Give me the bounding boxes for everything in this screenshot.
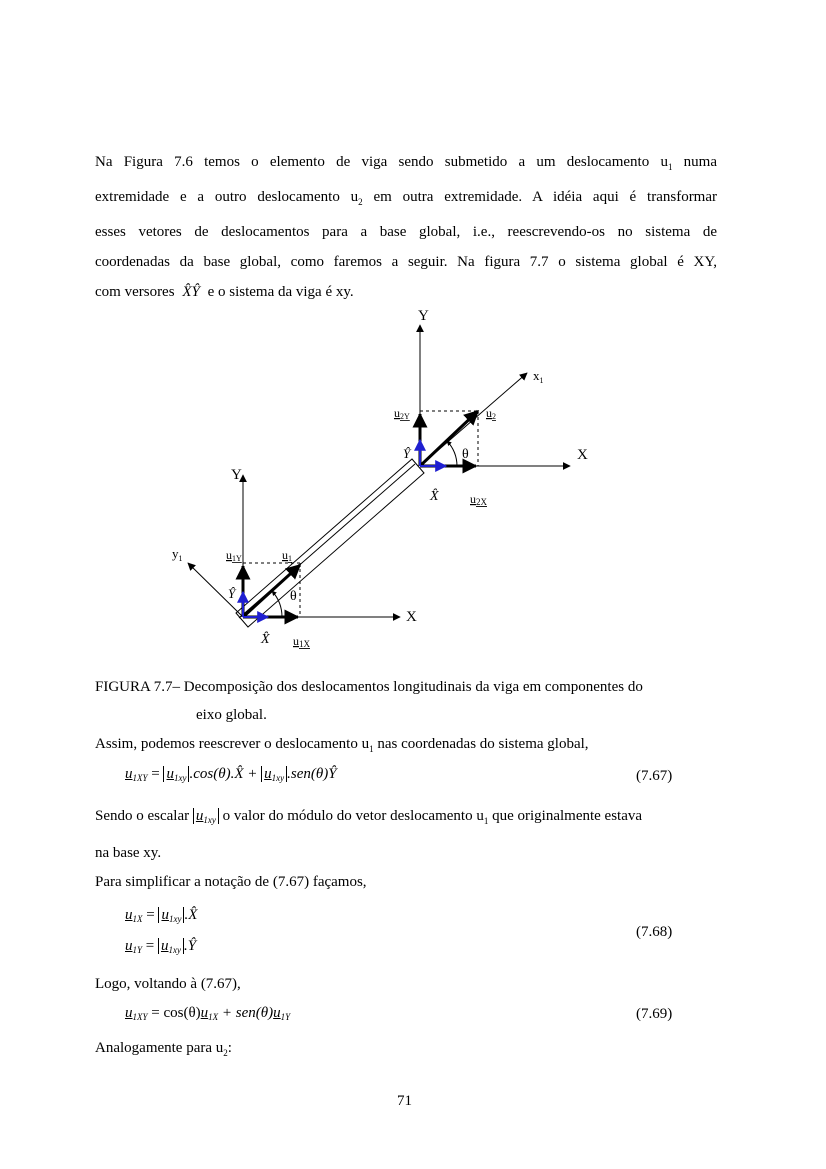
equation-7-67-number: (7.67) [636, 768, 673, 784]
label-yhat-bottom: Ŷ [228, 586, 236, 601]
figure-caption-line-2: eixo global. [196, 707, 267, 723]
u2-vector [420, 411, 478, 466]
beam-element [236, 459, 424, 627]
displacement-figure [150, 300, 620, 660]
label-theta-top: θ [462, 447, 469, 462]
equation-7-67: $u_{1XY} = u_{1xy}$ .cos(θ).X̂ + $u_{1xy}$ .sen(θ)Ŷ [125, 766, 337, 783]
scalar-text: Sendo o escalar $u_{1xy}$ o valor do módulo do vetor deslocamento $u_1$ que originalmente estava [95, 808, 643, 826]
scalar-text-line-2: na base xy. [95, 845, 162, 861]
equation-7-69-number: (7.69) [636, 1006, 673, 1022]
label-u1x: u1X [293, 634, 310, 649]
label-xhat-bottom: X̂ [261, 632, 270, 647]
page-number: 71 [397, 1093, 412, 1109]
intro-line-4: coordenadas da base global, como faremos a seguir. Na figura 7.7 o sistema global é XY, [95, 254, 717, 270]
equation-7-68-row-2: $u_{1Y} = u_{1xy}$ .Ŷ [125, 938, 197, 955]
label-Y-top: Y [418, 308, 429, 324]
intro-line-2: extremidade e a outro deslocamento $u_2$ em outra extremidade. A idéia aqui é transformar [95, 189, 718, 207]
equation-7-69: $u_{1XY} = \cos(\theta)u_{1X} + sen(\theta)u_{1Y}$ [125, 1005, 291, 1022]
label-u2Y: u2Y [394, 406, 410, 421]
label-X-right: X [577, 447, 588, 463]
bottom-theta-arc [272, 591, 282, 617]
simplify-text: Para simplificar a notação de (7.67) façamos, [95, 874, 367, 890]
intro-line-3: esses vetores de deslocamentos para a base global, i.e., reescrevendo-os no sistema de [95, 224, 717, 240]
label-X-bottom: X [406, 609, 417, 625]
analog-text: Analogamente para $u_2$: [95, 1040, 232, 1058]
label-u2: u2 [486, 406, 496, 421]
intro-paragraph [95, 147, 717, 307]
label-u1: u1 [282, 548, 292, 563]
intro-line-1: Na Figura 7.6 temos o elemento de viga sendo submetido a um deslocamento $u_1$ numa [95, 154, 718, 172]
label-yhat-top: Ŷ [403, 446, 411, 461]
intro-line-5: com versores X̂Ŷ e o sistema da viga é xy. [95, 284, 354, 300]
rewrite-text: Assim, podemos reescrever o deslocamento $u_1$ nas coordenadas do sistema global, [95, 736, 589, 754]
label-theta-bottom: θ [290, 589, 297, 604]
label-u2x: u2X [470, 492, 487, 507]
equation-7-68-number: (7.68) [636, 924, 673, 940]
equation-7-68-row-1: $u_{1X} = u_{1xy}$ .X̂ [125, 907, 198, 924]
label-Y-left: Y [231, 467, 242, 483]
label-x1: $x_1$ [533, 368, 544, 385]
figure-caption-line-1: FIGURA 7.7– Decomposição dos deslocamentos longitudinais da viga em componentes do [95, 679, 643, 695]
label-y1: $y_1$ [172, 546, 183, 563]
top-theta-arc [447, 441, 457, 466]
label-xhat-top: X̂ [430, 489, 439, 504]
logo-text: Logo, voltando à (7.67), [95, 976, 241, 992]
label-u1Y: u1Y [226, 548, 242, 563]
